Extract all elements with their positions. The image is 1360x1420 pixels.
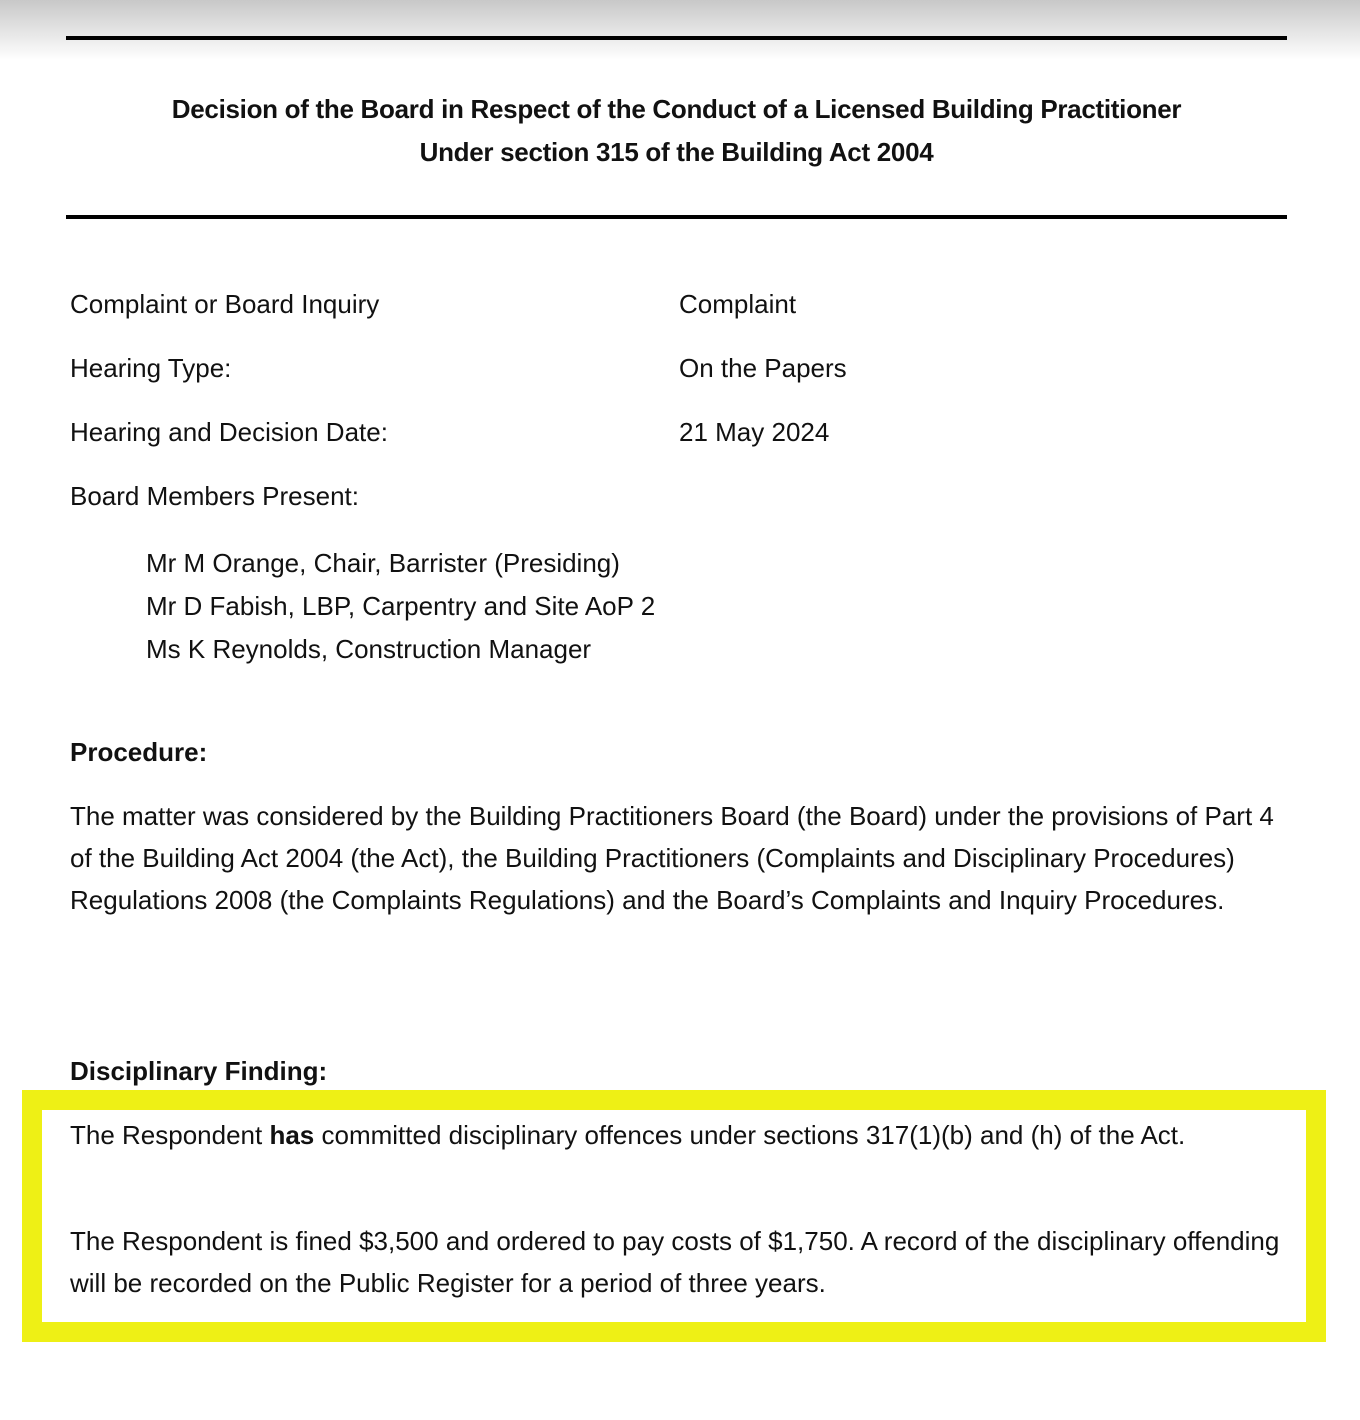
finding-p1-bold: has	[269, 1120, 315, 1150]
detail-row-complaint-type	[70, 288, 797, 320]
detail-label: Hearing Type:	[70, 353, 232, 383]
detail-value: On the Papers	[679, 353, 847, 383]
finding-heading: Disciplinary Finding:	[70, 1056, 328, 1086]
finding-p1-prefix: The Respondent	[70, 1120, 270, 1150]
title-line-2: Under section 315 of the Building Act 2004	[419, 137, 934, 167]
document-title	[66, 88, 1287, 174]
top-rule	[66, 36, 1287, 40]
detail-value: 21 May 2024	[679, 417, 830, 447]
board-member: Mr M Orange, Chair, Barrister (Presiding)	[146, 548, 620, 578]
finding-p1-suffix: committed disciplinary offences under sections 317(1)(b) and (h) of the Act.	[314, 1120, 1186, 1150]
bottom-rule	[66, 215, 1287, 219]
procedure-heading: Procedure:	[70, 737, 208, 767]
detail-row-hearing-type	[70, 352, 847, 384]
finding-paragraph-2: The Respondent is fined $3,500 and ordered to pay costs of $1,750. A record of the disciplinary offending will be recorded on the Public Register for a period of three years.	[70, 1226, 1280, 1298]
board-member: Ms K Reynolds, Construction Manager	[146, 634, 592, 664]
detail-row-decision-date	[70, 416, 830, 448]
top-shadow	[0, 0, 1360, 60]
procedure-text: The matter was considered by the Building Practitioners Board (the Board) under the provisions of Part 4 of the Building Act 2004 (the Act), the Building Practitioners (Complaints and Disciplinary Procedures) Regulations 2008 (the Complaints Regulations) and the Board’s Complaints and Inquiry Procedures.	[70, 801, 1274, 915]
detail-label: Complaint or Board Inquiry	[70, 289, 380, 319]
detail-row-board-members	[70, 480, 359, 512]
detail-label: Hearing and Decision Date:	[70, 417, 388, 447]
board-members-list	[146, 542, 655, 671]
finding-paragraph-1	[70, 1114, 1290, 1156]
detail-value: Complaint	[679, 289, 797, 319]
detail-label: Board Members Present:	[70, 481, 360, 511]
board-member: Mr D Fabish, LBP, Carpentry and Site AoP 2	[146, 591, 656, 621]
title-line-1: Decision of the Board in Respect of the Conduct of a Licensed Building Practitioner	[171, 94, 1182, 124]
